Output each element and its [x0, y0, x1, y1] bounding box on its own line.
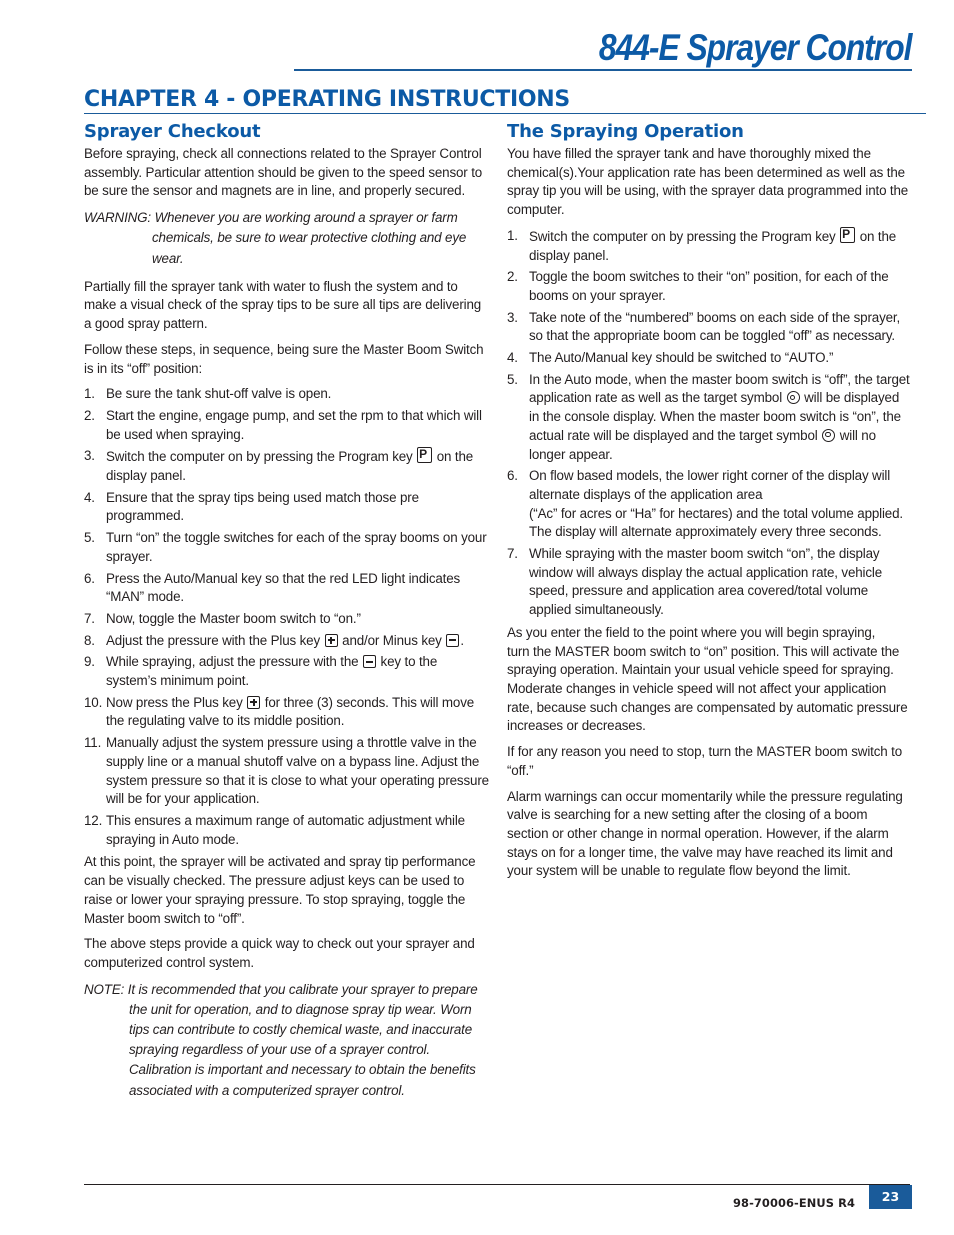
calibration-note [84, 980, 490, 1101]
list-item: 6. Press the Auto/Manual key so that the red LED light indicates “MAN” mode. [84, 570, 461, 605]
chapter-rule [84, 113, 926, 114]
chapter-title: CHAPTER 4 - OPERATING INSTRUCTIONS [84, 87, 570, 112]
right-column [507, 119, 912, 888]
paragraph-alarm: Alarm warnings can occur momentarily while the pressure regulating valve is searching for a new setting after the closing of a boom section or other change in normal operation. However, if the alarm stays on for a longer time, the valve may have reached its limit and your system will be unable to regulate flow beyond the limit. [507, 788, 903, 879]
list-item: 10. Now press the Plus key for three (3) seconds. This will move the regulating valve to its middle position. [84, 694, 475, 729]
list-item: 1. Be sure the tank shut-off valve is open. [84, 386, 332, 402]
page-number: 23 [869, 1185, 912, 1209]
list-item: 4. The Auto/Manual key should be switched to “AUTO.” [507, 350, 834, 366]
list-item: 1. Switch the computer on by pressing the Program key P on the display panel. [507, 227, 912, 265]
program-key-icon [840, 227, 855, 243]
plus-key-icon [325, 634, 338, 647]
note-text-first: It is recommended that you calibrate your sprayer to prepare [124, 981, 478, 997]
section-heading-spraying-operation: The Spraying Operation [507, 121, 744, 142]
paragraph-intro: You have filled the sprayer tank and have thoroughly mixed the chemical(s).Your application rate has been determined as well as the spray tip you will be using, with the sprayer data programmed into the computer. [507, 146, 909, 218]
warning-text-first: Whenever you are working around a sprayer or farm [151, 210, 458, 226]
list-item: 8. Adjust the pressure with the Plus key and/or Minus key . [84, 632, 464, 648]
paragraph-enter-field: As you enter the field to the point where you will begin spraying, turn the MASTER boom switch to “on” position. This will activate the spraying operation. Maintain your usual vehicle speed for spraying. Moderate changes in vehicle speed will not affect your application rate, because such changes are compensated by automatic pressure increases or decreases. [507, 624, 908, 734]
list-item: 2. Toggle the boom switches to their “on” position, for each of the booms on your sprayer. [507, 269, 889, 303]
minus-key-icon [446, 634, 459, 647]
header-rule [294, 69, 912, 71]
list-item: 11. Manually adjust the system pressure using a throttle valve in the supply line or a manual shutoff valve on a bypass line. Adjust the system pressure so that it is close to what your operating pressure will be for your application. [84, 735, 489, 807]
list-item: 2. Start the engine, engage pump, and set the rpm to that which will be used when spraying. [84, 407, 482, 442]
document-title: 844-E Sprayer Control [598, 27, 911, 68]
minus-key-icon [363, 655, 376, 668]
warning-text-rest: chemicals, be sure to wear protective clothing and eye wear. [152, 230, 467, 266]
list-item: 5. Turn “on” the toggle switches for each of the spray booms on your sprayer. [84, 530, 487, 564]
list-item: 3. Switch the computer on by pressing the Program key P on the display panel. [84, 447, 490, 485]
left-column [84, 119, 490, 1110]
list-item: 3. Take note of the “numbered” booms on each side of the sprayer, so that the appropriate boom can be toggled “off” as necessary. [507, 309, 901, 344]
note-text-rest: the unit for operation, and to diagnose spray tip wear. Worn tips can contribute to costly chemical waste, and inaccurate spraying regardless of your use of a sprayer control. Calibration is important and necessary to obtain the benefits associated with a computerized sprayer control. [129, 1001, 476, 1098]
target-symbol-icon [822, 429, 835, 442]
list-item: 5. In the Auto mode, when the master boom switch is “off”, the target application rate as well as the target symbol will be displayed in the console display. When the master boom switch is “on”, the actual rate will be displayed and the target symbol will no longer appear. [507, 371, 910, 462]
footer-rule [84, 1184, 910, 1185]
warning-note [84, 208, 490, 269]
document-code: 98-70006-ENUS R4 [733, 1196, 855, 1210]
paragraph-intro: Before spraying, check all connections related to the Sprayer Control assembly. Particular attention should be given to the speed sensor to be sure the sensor and magnets are in line, and properly secured. [84, 146, 483, 199]
program-key-icon [417, 447, 432, 463]
paragraph-at-this-point: At this point, the sprayer will be activated and spray tip performance can be visually checked. The pressure adjust keys can be used to raise or lower your spraying pressure. To stop spraying, toggle the Master boom switch to “off”. [84, 854, 476, 926]
target-symbol-icon [787, 391, 800, 404]
paragraph-stop: If for any reason you need to stop, turn the MASTER boom switch to “off.” [507, 744, 902, 778]
plus-key-icon [247, 696, 260, 709]
checkout-steps-list [84, 385, 490, 849]
paragraph-above-steps: The above steps provide a quick way to check out your sprayer and computerized control system. [84, 936, 475, 970]
warning-label: WARNING: [84, 210, 151, 226]
paragraph-follow: Follow these steps, in sequence, being sure the Master Boom Switch is in its “off” position: [84, 341, 484, 376]
list-item: 7. While spraying with the master boom switch “on”, the display window will always display the actual application rate, vehicle speed, pressure and application area covered/total volume applied simultaneously. [507, 546, 883, 618]
list-item: 4. Ensure that the spray tips being used match those pre programmed. [84, 489, 419, 524]
list-item: 12. This ensures a maximum range of automatic adjustment while spraying in Auto mode. [84, 813, 465, 847]
list-item: 9. While spraying, adjust the pressure with the key to the system’s minimum point. [84, 654, 438, 689]
list-item: 7. Now, toggle the Master boom switch to “on.” [84, 610, 361, 626]
section-heading-sprayer-checkout: Sprayer Checkout [84, 121, 261, 142]
list-item: 6. On flow based models, the lower right corner of the display will alternate displays of the application area (“Ac” for acres or “Ha” for hectares) and the total volume applied. The display will alternate approximately every three seconds. [507, 468, 903, 540]
note-label: NOTE: [84, 981, 125, 997]
paragraph-fill: Partially fill the sprayer tank with water to flush the system and to make a visual check of the spray tips to be sure all tips are delivering a good spray pattern. [84, 278, 482, 332]
spraying-steps-list [507, 227, 912, 620]
